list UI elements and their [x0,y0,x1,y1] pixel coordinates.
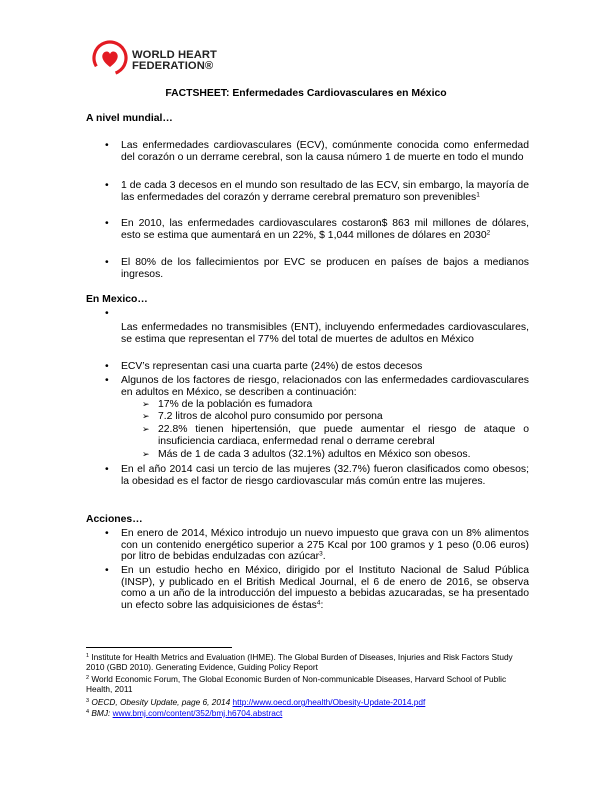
footnote-1-number: 1 [86,653,90,659]
footnote-3 [86,697,526,707]
bullet-dot-icon: • [105,257,109,268]
arrow-bullet-icon: ➢ [142,424,150,434]
actions-bullet-1: En enero de 2014, México introdujo un nuevo impuesto que grava con un 8% alimentos con un contenido energético superior a 275 Kcal por 100 gramos y 1 peso (0.06 euros) por litro de bebidas endulzadas con azúcar$^3$. [121,528,529,563]
global-bullet-3-text: En 2010, las enfermedades cardiovasculares costaron$ 863 mil millones de dólares, esto se estima que aumentará en un 22%, $ 1,044 millones de dólares en 2030 [121,218,529,241]
bullet-dot-icon: • [105,375,109,386]
footnote-4-text: BMJ: [91,708,111,718]
actions-bullet-1-text: En enero de 2014, México introdujo un nuevo impuesto que grava con un 8% alimentos con un contenido energético superior a 275 Kcal por 100 gramos y 1 peso (0.06 euros) por litro de bebidas endulzadas con azúcar [121,528,529,563]
global-bullet-2 [121,180,529,203]
footnote-ref-3: 3 [319,550,323,558]
global-bullet-1: Las enfermedades cardiovasculares (ECV), comúnmente conocida como enfermedad del corazón o un derrame cerebral, son la causa número 1 de muerte en todo el mundo [121,140,529,163]
risk-factor-3: 22.8% tienen hipertensión, que puede aumentar el riesgo de ataque o insuficiencia cardiaca, enfermedad renal o derrame cerebral [158,424,529,447]
footnote-ref-1: 1 [476,191,480,199]
mexico-bullet-2: ECV’s representan casi una cuarta parte (24%) de estos decesos [121,361,423,372]
footnote-3-number: 3 [86,698,90,704]
global-bullet-2-text: 1 de cada 3 decesos en el mundo son resultado de las ECV, sin embargo, la mayoría de las enfermedades del corazón y derrame cerebral prematuro son prevenibles [121,180,529,203]
footnote-divider [86,647,232,648]
footnote-3-link[interactable]: http://www.oecd.org/health/Obesity-Update-2014.pdf [232,697,426,707]
mexico-bullet-4: En el año 2014 casi un tercio de las mujeres (32.7%) fueron clasificados como obesos; la obesidad es el factor de riesgo cardiovascular más común entre las mujeres. [121,464,529,487]
bullet-dot-icon: • [105,180,109,191]
logo-brand-line2: FEDERATION® [132,60,214,72]
footnote-1-text: Institute for Health Metrics and Evaluation (IHME). The Global Burden of Diseases, Injuries and Risk Factors Study 2010 (GBD 2010). Generating Evidence, Guiding Policy Report [86,652,513,673]
logo-brand-line1: WORLD HEART [132,49,217,61]
actions-bullet-2: En un estudio hecho en México, dirigido por el Instituto Nacional de Salud Pública (INSP), y publicado en el British Medical Journal, el 6 de enero de 2016, se observa como a un año de la introducción del impuesto a bebidas azucaradas, se ha presentado un efecto sobre las adquisiciones de éstas$^4$: [121,565,529,611]
heart-logo-icon [92,40,128,76]
risk-factor-2: 7.2 litros de alcohol puro consumido por persona [158,411,383,422]
bullet-dot-icon: • [105,528,109,539]
actions-bullet-2-text: En un estudio hecho en México, dirigido por el Instituto Nacional de Salud Pública (INSP), y publicado en el British Medical Journal, el 6 de enero de 2016, se observa como a un año de la introducción del impuesto a bebidas azucaradas, se ha presentado un efecto sobre las adquisiciones de éstas [121,565,529,611]
bullet-dot-icon: • [105,308,109,319]
bullet-dot-icon: • [105,218,109,229]
bullet-dot-icon: • [105,565,109,576]
footnote-4 [86,708,526,718]
footnote-4-number: 4 [86,709,90,715]
arrow-bullet-icon: ➢ [142,411,150,421]
footnote-1 [86,652,526,673]
bullet-dot-icon: • [105,361,109,372]
section-heading-actions: Acciones… [86,514,143,525]
footnote-2-text: World Economic Forum, The Global Economic Burden of Non-communicable Diseases, Harvard School of Public Health, 2011 [86,674,507,695]
global-bullet-3 [121,218,529,241]
world-heart-federation-logo [92,40,272,80]
page-title: FACTSHEET: Enfermedades Cardiovasculares en México [165,88,447,99]
mexico-bullet-1: Las enfermedades no transmisibles (ENT), incluyendo enfermedades cardiovasculares, se estima que representan el 77% del total de muertes de adultos en México [121,322,529,345]
footnote-4-link[interactable]: www.bmj.com/content/352/bmj.h6704.abstract [112,708,283,718]
footnote-2 [86,674,526,695]
footnote-ref-4: 4 [316,599,321,607]
arrow-bullet-icon: ➢ [142,449,150,459]
footnote-2-number: 2 [86,675,90,681]
footnote-3-text: OECD, Obesity Update, page 6, 2014 [91,697,231,707]
mexico-bullet-3: Algunos de los factores de riesgo, relacionados con las enfermedades cardiovasculares en adultos en México, se describen a continuación: [121,375,529,398]
section-heading-mexico: En Mexico… [86,294,148,305]
bullet-dot-icon: • [105,140,109,151]
arrow-bullet-icon: ➢ [142,399,150,409]
risk-factor-4: Más de 1 de cada 3 adultos (32.1%) adultos en México son obesos. [158,449,471,460]
global-bullet-4: El 80% de los fallecimientos por EVC se producen en países de bajos a medianos ingresos. [121,257,529,280]
section-heading-global: A nivel mundial… [86,113,173,124]
risk-factor-1: 17% de la población es fumadora [158,399,313,410]
footnote-ref-2: 2 [486,229,491,237]
bullet-dot-icon: • [105,464,109,475]
